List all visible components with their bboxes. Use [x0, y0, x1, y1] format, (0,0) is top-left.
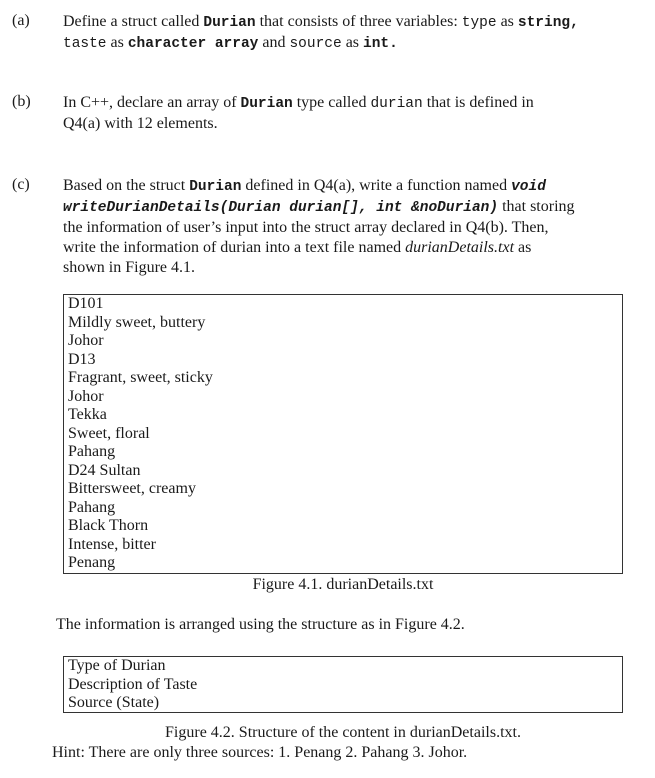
question-b-text: In C++, declare an array of Durian type called durian that is defined in Q4(a) with 12 elements. [63, 94, 534, 132]
file-line: Mildly sweet, buttery [68, 313, 206, 331]
file-line: Source (State) [68, 694, 160, 711]
file-line: Bittersweet, creamy [68, 480, 196, 497]
file-line: Johor [68, 332, 104, 349]
hint-text: Hint: There are only three sources: 1. Penang 2. Pahang 3. Johor. [52, 744, 468, 761]
structure-text: The information is arranged using the structure as in Figure 4.2. [56, 616, 465, 633]
label-b: (b) [12, 93, 31, 110]
file-line: D24 Sultan [68, 461, 141, 479]
file-line: D101 [68, 295, 104, 312]
figure-4-1-lines [64, 295, 622, 573]
figure-4-1-box [63, 294, 623, 574]
file-line: Johor [68, 387, 104, 405]
figure-4-2-box [63, 656, 623, 713]
label-c: (c) [12, 176, 30, 193]
file-line: Sweet, floral [68, 424, 150, 442]
file-line: Black Thorn [68, 517, 149, 534]
figure-4-2-lines [64, 657, 622, 713]
file-line: Description of Taste [68, 675, 198, 693]
question-a-text: Define a struct called Durian that consists of three variables: type as string, taste as character array and source as int. [63, 13, 579, 52]
file-line: Pahang [68, 443, 116, 460]
file-line: Pahang [68, 498, 116, 516]
file-line: Tekka [68, 406, 107, 423]
file-line: Penang [68, 554, 116, 571]
file-line: Intense, bitter [68, 535, 156, 553]
question-c-text: Based on the struct Durian defined in Q4(a), write a function named void writeDurianDetails(Durian durian[], int &noDurian) that storing the information of user’s input into the struct array declared in Q4(b). Then, write the information of durian into a text file named durianDetails.txt as shown in Figure 4.1. [63, 177, 575, 276]
file-line: Fragrant, sweet, sticky [68, 369, 213, 386]
file-line: Type of Durian [68, 657, 166, 674]
figure-4-1-caption: Figure 4.1. durianDetails.txt [252, 576, 434, 593]
file-line: D13 [68, 350, 96, 368]
figure-4-2-caption: Figure 4.2. Structure of the content in durianDetails.txt. [165, 724, 521, 741]
label-a: (a) [12, 12, 30, 29]
